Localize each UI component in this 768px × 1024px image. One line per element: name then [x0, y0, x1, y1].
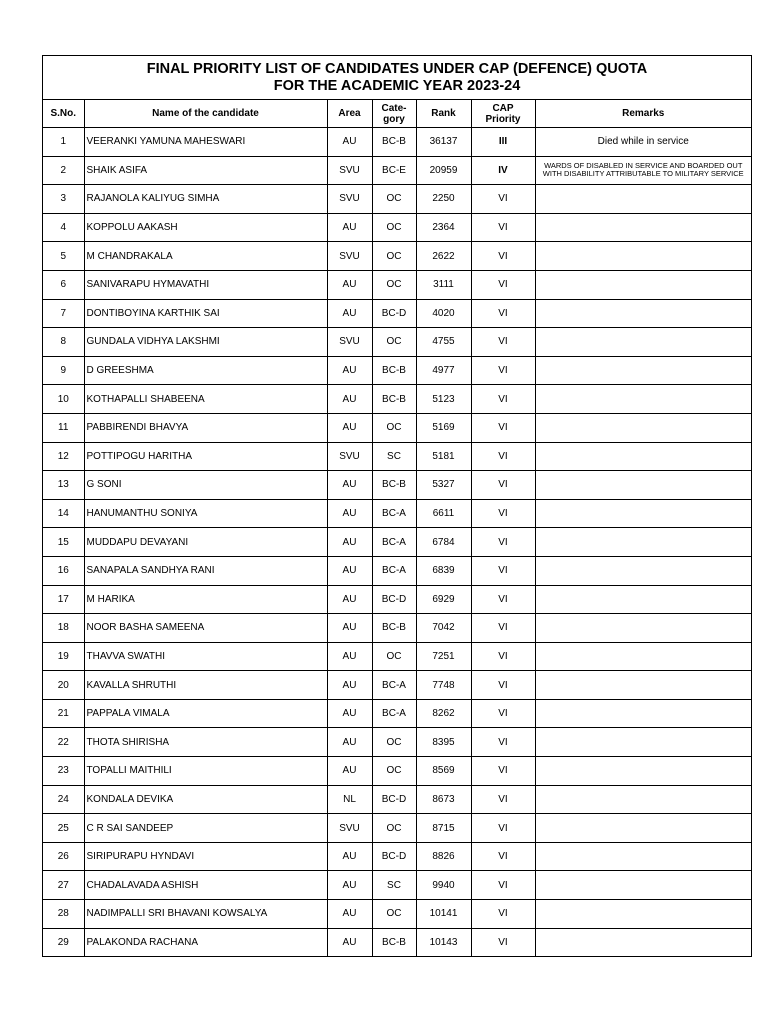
cell-rank: 20959: [416, 156, 471, 185]
cell-rank: 9940: [416, 871, 471, 900]
table-row: [43, 814, 751, 843]
cell-candidate-name: PAPPALA VIMALA: [84, 699, 327, 728]
cell-category: OC: [372, 213, 416, 242]
cell-sno: 23: [43, 757, 84, 786]
table-row: [43, 185, 751, 214]
table-row: [43, 385, 751, 414]
cell-category: SC: [372, 871, 416, 900]
cell-candidate-name: NADIMPALLI SRI BHAVANI KOWSALYA: [84, 900, 327, 929]
table-row: [43, 671, 751, 700]
cell-area: AU: [327, 699, 372, 728]
cell-candidate-name: M HARIKA: [84, 585, 327, 614]
cell-rank: 8395: [416, 728, 471, 757]
cell-cap-priority: VI: [471, 900, 535, 929]
cell-rank: 4755: [416, 328, 471, 357]
cell-candidate-name: THAVVA SWATHI: [84, 642, 327, 671]
cell-category: OC: [372, 728, 416, 757]
cell-remarks: [535, 842, 751, 871]
cell-sno: 5: [43, 242, 84, 271]
cell-area: AU: [327, 385, 372, 414]
cell-sno: 4: [43, 213, 84, 242]
table-row: [43, 785, 751, 814]
cell-rank: 2364: [416, 213, 471, 242]
table-row: [43, 699, 751, 728]
cell-cap-priority: VI: [471, 642, 535, 671]
table-row: [43, 156, 751, 185]
col-header-remarks: Remarks: [535, 100, 751, 128]
cell-sno: 22: [43, 728, 84, 757]
cell-category: BC-D: [372, 785, 416, 814]
col-header-name: Name of the candidate: [84, 100, 327, 128]
cell-cap-priority: VI: [471, 671, 535, 700]
cell-area: AU: [327, 413, 372, 442]
cell-category: BC-B: [372, 356, 416, 385]
cell-area: AU: [327, 842, 372, 871]
cell-candidate-name: NOOR BASHA SAMEENA: [84, 614, 327, 643]
header-row: [43, 100, 751, 128]
cell-candidate-name: G SONI: [84, 471, 327, 500]
cell-candidate-name: C R SAI SANDEEP: [84, 814, 327, 843]
table-row: [43, 585, 751, 614]
cell-cap-priority: VI: [471, 928, 535, 956]
cell-rank: 7042: [416, 614, 471, 643]
cell-sno: 19: [43, 642, 84, 671]
cell-remarks: [535, 499, 751, 528]
cell-candidate-name: GUNDALA VIDHYA LAKSHMI: [84, 328, 327, 357]
col-header-cap-line2: Priority: [485, 113, 521, 125]
cell-rank: 5169: [416, 413, 471, 442]
cell-sno: 2: [43, 156, 84, 185]
cell-sno: 7: [43, 299, 84, 328]
cell-candidate-name: KAVALLA SHRUTHI: [84, 671, 327, 700]
cell-candidate-name: DONTIBOYINA KARTHIK SAI: [84, 299, 327, 328]
cell-area: AU: [327, 270, 372, 299]
table-row: [43, 128, 751, 157]
table-row: [43, 413, 751, 442]
cell-category: OC: [372, 900, 416, 929]
cell-category: BC-A: [372, 556, 416, 585]
cell-area: AU: [327, 128, 372, 157]
cell-rank: 10141: [416, 900, 471, 929]
cell-rank: 4020: [416, 299, 471, 328]
cell-sno: 3: [43, 185, 84, 214]
cell-rank: 36137: [416, 128, 471, 157]
cell-remarks: [535, 299, 751, 328]
cell-sno: 24: [43, 785, 84, 814]
cell-candidate-name: M CHANDRAKALA: [84, 242, 327, 271]
cell-remarks: [535, 471, 751, 500]
cell-sno: 1: [43, 128, 84, 157]
cell-rank: 10143: [416, 928, 471, 956]
cell-sno: 8: [43, 328, 84, 357]
cell-cap-priority: VI: [471, 699, 535, 728]
cell-sno: 29: [43, 928, 84, 956]
table-header: [43, 100, 751, 128]
cell-remarks: [535, 928, 751, 956]
cell-category: BC-B: [372, 385, 416, 414]
table-row: [43, 842, 751, 871]
cell-category: OC: [372, 270, 416, 299]
cell-cap-priority: VI: [471, 242, 535, 271]
title-line-1: FINAL PRIORITY LIST OF CANDIDATES UNDER CAP (DEFENCE) QUOTA: [146, 61, 648, 77]
cell-remarks: [535, 270, 751, 299]
cell-sno: 20: [43, 671, 84, 700]
table-row: [43, 471, 751, 500]
candidates-table: [43, 100, 751, 956]
table-row: [43, 728, 751, 757]
cell-remarks: [535, 185, 751, 214]
table-row: [43, 242, 751, 271]
cell-rank: 8262: [416, 699, 471, 728]
cell-remarks: [535, 242, 751, 271]
table-row: [43, 213, 751, 242]
cell-candidate-name: SANAPALA SANDHYA RANI: [84, 556, 327, 585]
table-row: [43, 328, 751, 357]
cell-area: AU: [327, 757, 372, 786]
document-title: [43, 56, 751, 100]
cell-area: AU: [327, 928, 372, 956]
table-row: [43, 442, 751, 471]
col-header-sno: S.No.: [50, 108, 77, 119]
cell-candidate-name: PALAKONDA RACHANA: [84, 928, 327, 956]
cell-rank: 6784: [416, 528, 471, 557]
cell-cap-priority: VI: [471, 413, 535, 442]
cell-category: BC-B: [372, 928, 416, 956]
cell-category: OC: [372, 814, 416, 843]
cell-cap-priority: IV: [471, 156, 535, 185]
cell-remarks: [535, 757, 751, 786]
cell-area: AU: [327, 499, 372, 528]
cell-category: OC: [372, 757, 416, 786]
cell-candidate-name: VEERANKI YAMUNA MAHESWARI: [84, 128, 327, 157]
title-line-2: FOR THE ACADEMIC YEAR 2023-24: [273, 78, 521, 94]
cell-area: AU: [327, 614, 372, 643]
cell-cap-priority: VI: [471, 185, 535, 214]
table-body: [43, 128, 751, 957]
cell-sno: 16: [43, 556, 84, 585]
cell-candidate-name: PABBIRENDI BHAVYA: [84, 413, 327, 442]
table-row: [43, 528, 751, 557]
cell-area: AU: [327, 900, 372, 929]
cell-area: SVU: [327, 442, 372, 471]
cell-category: OC: [372, 328, 416, 357]
cell-category: BC-B: [372, 614, 416, 643]
cell-candidate-name: SIRIPURAPU HYNDAVI: [84, 842, 327, 871]
cell-area: SVU: [327, 328, 372, 357]
cell-area: AU: [327, 671, 372, 700]
cell-area: AU: [327, 585, 372, 614]
cell-candidate-name: RAJANOLA KALIYUG SIMHA: [84, 185, 327, 214]
cell-cap-priority: VI: [471, 728, 535, 757]
cell-cap-priority: VI: [471, 814, 535, 843]
cell-cap-priority: VI: [471, 871, 535, 900]
cell-rank: 5181: [416, 442, 471, 471]
table-row: [43, 900, 751, 929]
table-row: [43, 499, 751, 528]
cell-cap-priority: VI: [471, 528, 535, 557]
cell-candidate-name: MUDDAPU DEVAYANI: [84, 528, 327, 557]
cell-rank: 7748: [416, 671, 471, 700]
cell-category: OC: [372, 642, 416, 671]
cell-category: BC-E: [372, 156, 416, 185]
cell-cap-priority: VI: [471, 442, 535, 471]
cell-sno: 13: [43, 471, 84, 500]
cell-area: AU: [327, 471, 372, 500]
cell-cap-priority: VI: [471, 556, 535, 585]
cell-category: BC-A: [372, 699, 416, 728]
table-row: [43, 757, 751, 786]
cell-category: OC: [372, 185, 416, 214]
cell-remarks: [535, 442, 751, 471]
cell-remarks: [535, 614, 751, 643]
cell-remarks: [535, 413, 751, 442]
cell-sno: 14: [43, 499, 84, 528]
cell-cap-priority: VI: [471, 270, 535, 299]
table-row: [43, 556, 751, 585]
cell-candidate-name: TOPALLI MAITHILI: [84, 757, 327, 786]
cell-rank: 4977: [416, 356, 471, 385]
cell-cap-priority: III: [471, 128, 535, 157]
cell-remarks: [535, 528, 751, 557]
cell-cap-priority: VI: [471, 842, 535, 871]
cell-remarks: [535, 671, 751, 700]
cell-category: BC-B: [372, 471, 416, 500]
cell-candidate-name: KONDALA DEVIKA: [84, 785, 327, 814]
cell-sno: 15: [43, 528, 84, 557]
cell-rank: 6611: [416, 499, 471, 528]
cell-rank: 8826: [416, 842, 471, 871]
cell-candidate-name: POTTIPOGU HARITHA: [84, 442, 327, 471]
cell-category: BC-B: [372, 128, 416, 157]
cell-rank: 8673: [416, 785, 471, 814]
cell-category: BC-D: [372, 585, 416, 614]
cell-cap-priority: VI: [471, 785, 535, 814]
cell-remarks: [535, 814, 751, 843]
col-header-rank: Rank: [416, 100, 471, 128]
cell-sno: 17: [43, 585, 84, 614]
cell-rank: 2622: [416, 242, 471, 271]
cell-candidate-name: KOTHAPALLI SHABEENA: [84, 385, 327, 414]
cell-cap-priority: VI: [471, 499, 535, 528]
cell-area: AU: [327, 642, 372, 671]
cell-rank: 2250: [416, 185, 471, 214]
cell-category: BC-A: [372, 671, 416, 700]
cell-sno: 21: [43, 699, 84, 728]
col-header-category-line2: gory: [383, 113, 405, 125]
cell-category: SC: [372, 442, 416, 471]
cell-cap-priority: VI: [471, 471, 535, 500]
cell-sno: 25: [43, 814, 84, 843]
cell-sno: 26: [43, 842, 84, 871]
cell-sno: 27: [43, 871, 84, 900]
cell-remarks: [535, 728, 751, 757]
col-header-area: Area: [327, 100, 372, 128]
table-row: [43, 871, 751, 900]
cell-remarks: [535, 556, 751, 585]
cell-remarks: [535, 356, 751, 385]
cell-remarks: [535, 213, 751, 242]
cell-rank: 8569: [416, 757, 471, 786]
table-row: [43, 642, 751, 671]
cell-candidate-name: KOPPOLU AAKASH: [84, 213, 327, 242]
cell-rank: 8715: [416, 814, 471, 843]
cell-remarks: [535, 871, 751, 900]
cell-cap-priority: VI: [471, 757, 535, 786]
cell-candidate-name: THOTA SHIRISHA: [84, 728, 327, 757]
cell-sno: 10: [43, 385, 84, 414]
table-row: [43, 614, 751, 643]
cell-area: SVU: [327, 814, 372, 843]
cell-category: OC: [372, 413, 416, 442]
cell-category: BC-A: [372, 499, 416, 528]
cell-remarks: [535, 328, 751, 357]
table-row: [43, 928, 751, 956]
cell-area: SVU: [327, 156, 372, 185]
cell-area: AU: [327, 213, 372, 242]
cell-area: SVU: [327, 185, 372, 214]
cell-area: AU: [327, 356, 372, 385]
cell-cap-priority: VI: [471, 614, 535, 643]
cell-candidate-name: SHAIK ASIFA: [84, 156, 327, 185]
cell-category: OC: [372, 242, 416, 271]
cell-cap-priority: VI: [471, 385, 535, 414]
cell-cap-priority: VI: [471, 328, 535, 357]
cell-cap-priority: VI: [471, 356, 535, 385]
cell-cap-priority: VI: [471, 585, 535, 614]
cell-remarks: [535, 785, 751, 814]
table-row: [43, 356, 751, 385]
cell-area: AU: [327, 299, 372, 328]
cell-rank: 5123: [416, 385, 471, 414]
col-header-cap-priority: [471, 100, 535, 128]
table-row: [43, 299, 751, 328]
cell-remarks: [535, 699, 751, 728]
cell-sno: 18: [43, 614, 84, 643]
col-header-category-line1: Cate-: [381, 102, 407, 114]
cell-remarks: [535, 900, 751, 929]
cell-cap-priority: VI: [471, 299, 535, 328]
cell-candidate-name: HANUMANTHU SONIYA: [84, 499, 327, 528]
cell-candidate-name: CHADALAVADA ASHISH: [84, 871, 327, 900]
cell-area: AU: [327, 556, 372, 585]
cell-sno: 6: [43, 270, 84, 299]
cell-category: BC-D: [372, 299, 416, 328]
cell-sno: 11: [43, 413, 84, 442]
cell-cap-priority: VI: [471, 213, 535, 242]
cell-area: AU: [327, 728, 372, 757]
cell-rank: 7251: [416, 642, 471, 671]
cell-remarks: [535, 385, 751, 414]
cell-area: AU: [327, 871, 372, 900]
cell-candidate-name: SANIVARAPU HYMAVATHI: [84, 270, 327, 299]
cell-sno: 12: [43, 442, 84, 471]
cell-sno: 28: [43, 900, 84, 929]
cell-remarks: [535, 642, 751, 671]
table-row: [43, 270, 751, 299]
cell-rank: 6929: [416, 585, 471, 614]
cell-area: AU: [327, 528, 372, 557]
priority-list-sheet: [42, 55, 752, 957]
cell-remarks: WARDS OF DISABLED IN SERVICE AND BOARDED OUT WITH DISABILITY ATTRIBUTABLE TO MILITARY SERVICE: [535, 156, 751, 185]
cell-rank: 5327: [416, 471, 471, 500]
col-header-category: [372, 100, 416, 128]
cell-rank: 3111: [416, 270, 471, 299]
cell-candidate-name: D GREESHMA: [84, 356, 327, 385]
cell-category: BC-A: [372, 528, 416, 557]
cell-remarks: Died while in service: [535, 128, 751, 157]
cell-category: BC-D: [372, 842, 416, 871]
cell-area: NL: [327, 785, 372, 814]
cell-area: SVU: [327, 242, 372, 271]
cell-rank: 6839: [416, 556, 471, 585]
cell-remarks: [535, 585, 751, 614]
col-header-cap-line1: CAP: [492, 102, 514, 114]
cell-sno: 9: [43, 356, 84, 385]
